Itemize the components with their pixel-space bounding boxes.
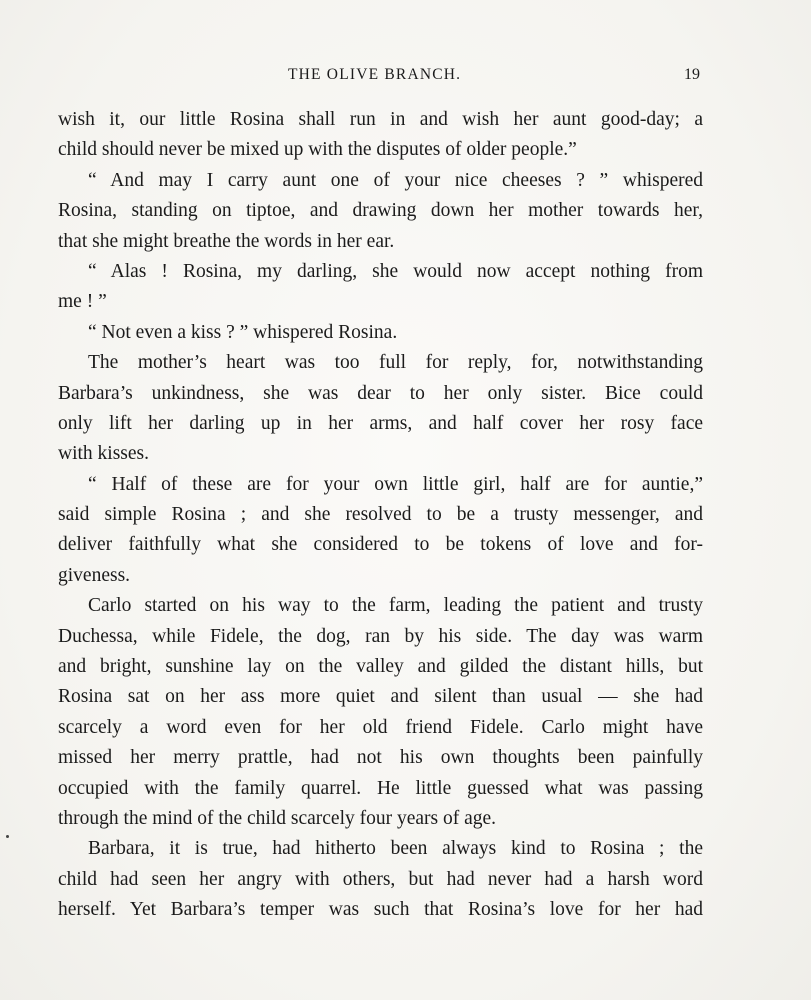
text-line: wish it, our little Rosina shall run in and wish her aunt good-day; a [58, 109, 703, 130]
text-line: child should never be mixed up with the disputes of older people.” [58, 139, 577, 161]
text-line: scarcely a word even for her old friend Fidele. Carlo might have [58, 716, 703, 738]
text-line: The mother’s heart was too full for reply, for, notwithstanding [88, 352, 703, 374]
text-line: Barbara’s unkindness, she was dear to her only sister. Bice could [58, 382, 703, 404]
text-line: with kisses. [58, 443, 150, 465]
text-line: “ Half of these are for your own little girl, half are for auntie,” [88, 473, 703, 495]
margin-mark [6, 835, 9, 838]
text-line: herself. Yet Barbara’s temper was such that Rosina’s love for her had [58, 899, 703, 921]
running-title: THE OLIVE BRANCH. [288, 66, 462, 83]
text-line: Rosina, standing on tiptoe, and drawing down her mother towards her, [58, 200, 703, 222]
text-line: deliver faithfully what she considered to be tokens of love and for- [58, 534, 703, 556]
text-line: through the mind of the child scarcely four years of age. [58, 807, 497, 829]
body-text [58, 105, 703, 926]
text-line: Rosina sat on her ass more quiet and silent than usual — she had [58, 686, 703, 708]
text-line: that she might breathe the words in her ear. [58, 230, 395, 252]
text-line: occupied with the family quarrel. He little guessed what was passing [58, 777, 703, 799]
text-line: “ Not even a kiss ? ” whispered Rosina. [88, 321, 398, 343]
text-line: Barbara, it is true, had hitherto been always kind to Rosina ; the [88, 838, 703, 860]
text-line: child had seen her angry with others, but had never had a harsh word [58, 868, 703, 890]
text-line: “ And may I carry aunt one of your nice cheeses ? ” whispered [88, 169, 703, 191]
text-line: said simple Rosina ; and she resolved to be a trusty messenger, and [58, 504, 703, 526]
text-line: only lift her darling up in her arms, and half cover her rosy face [58, 412, 703, 434]
text-line: Duchessa, while Fidele, the dog, ran by his side. The day was warm [58, 625, 703, 647]
running-head [0, 66, 811, 88]
text-line: me ! ” [58, 291, 107, 313]
text-line: “ Alas ! Rosina, my darling, she would now accept nothing from [88, 260, 703, 282]
text-line: missed her merry prattle, had not his own thoughts been painfully [58, 747, 703, 769]
page-number: 19 [684, 66, 700, 83]
text-line: Carlo started on his way to the farm, leading the patient and trusty [88, 595, 703, 617]
text-line: and bright, sunshine lay on the valley and gilded the distant hills, but [58, 656, 703, 678]
text-line: giveness. [58, 564, 131, 586]
